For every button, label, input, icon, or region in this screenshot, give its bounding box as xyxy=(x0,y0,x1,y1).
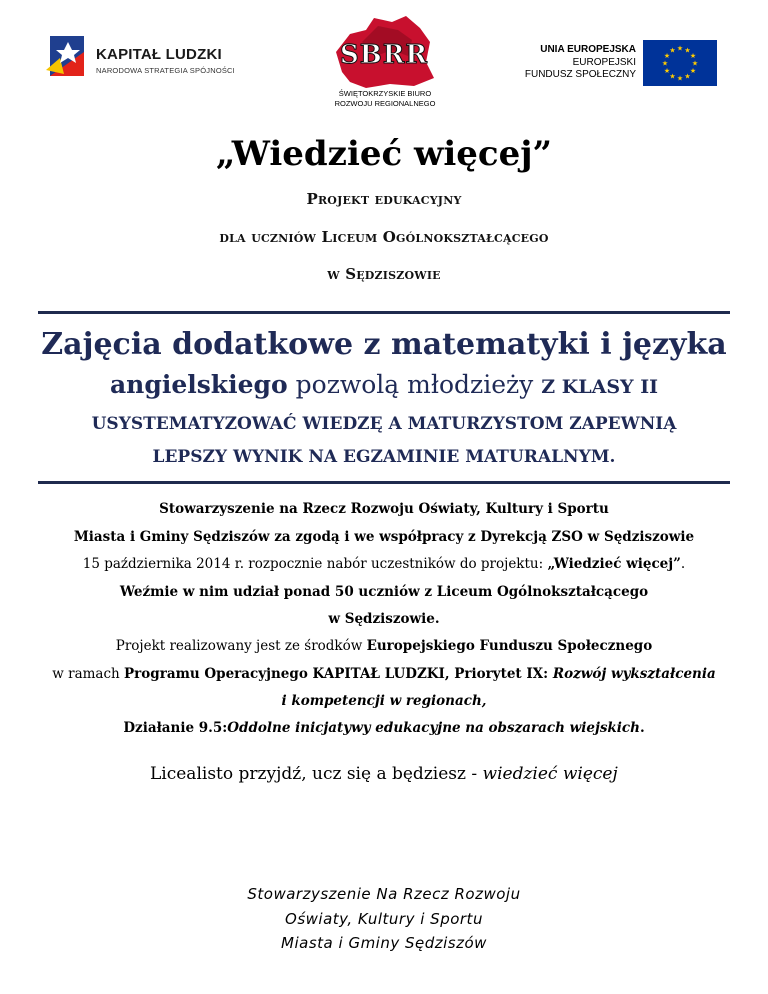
eu-star-icon: ★ xyxy=(689,52,697,60)
eu-star-icon: ★ xyxy=(663,52,671,60)
program-name: Programu Operacyjnego KAPITAŁ LUDZKI, Priorytet IX: xyxy=(124,666,553,682)
divider-bottom xyxy=(38,481,730,484)
eu-star-icon: ★ xyxy=(689,67,697,75)
body-line: Miasta i Gminy Sędziszów za zgodą i we współpracy z Dyrekcją ZSO w Sędziszowie xyxy=(73,529,695,545)
kapital-ludzki-subtitle: NARODOWA STRATEGIA SPÓJNOŚCI xyxy=(96,66,235,75)
headline-line1: Zajęcia dodatkowe z matematyki i języka xyxy=(41,327,727,362)
eu-line2: EUROPEJSKI xyxy=(572,57,636,68)
body-line xyxy=(0,556,768,572)
headline-caps: Z KLASY II xyxy=(541,376,659,398)
divider-top xyxy=(38,311,730,314)
subtitle-project: Projekt edukacyjny xyxy=(306,190,462,208)
signature-line3: Miasta i Gminy Sędziszów xyxy=(281,934,487,952)
headline-line2 xyxy=(0,370,768,399)
kapital-ludzki-title: KAPITAŁ LUDZKI xyxy=(96,46,222,63)
eu-title: UNIA EUROPEJSKA xyxy=(540,44,636,55)
sbrr-subtitle xyxy=(300,89,470,109)
body-text: . xyxy=(639,720,645,736)
body-line: w Sędziszowie. xyxy=(328,611,440,627)
sbrr-acronym: SBRR xyxy=(340,40,428,70)
headline-bold: angielskiego xyxy=(109,370,288,399)
eu-star-icon: ★ xyxy=(684,72,691,81)
subtitle-location: w Sędziszowie xyxy=(327,265,441,283)
page-title: „Wiedzieć więcej” xyxy=(215,134,553,174)
signature-line1: Stowarzyszenie Na Rzecz Rozwoju xyxy=(247,885,521,903)
project-name: „Wiedzieć więcej” xyxy=(547,556,681,572)
body-line xyxy=(0,638,768,654)
body-text: Projekt realizowany jest ze środków xyxy=(115,638,367,654)
body-line xyxy=(0,666,768,682)
action-name: Oddolne inicjatywy edukacyjne na obszarach wiejskich xyxy=(227,720,640,736)
body-text: . xyxy=(680,556,686,572)
eu-star-icon: ★ xyxy=(663,67,671,75)
body-text: 15 października 2014 r. rozpocznie nabór uczestników do projektu: xyxy=(82,556,548,572)
body-line xyxy=(0,720,768,736)
eu-star-icon: ★ xyxy=(669,72,676,81)
slogan xyxy=(150,764,650,784)
body-text: w ramach xyxy=(52,666,125,682)
eu-star-icon: ★ xyxy=(669,46,676,55)
eu-line3: FUNDUSZ SPOŁECZNY xyxy=(524,69,636,80)
eu-star-icon: ★ xyxy=(691,59,699,68)
headline-line4: LEPSZY WYNIK NA EGZAMINIE MATURALNYM. xyxy=(152,447,616,467)
fund-name: Europejskiego Funduszu Społecznego xyxy=(366,638,653,654)
eu-star-icon: ★ xyxy=(676,44,684,53)
eu-star-icon: ★ xyxy=(676,74,684,83)
headline-line3: USYSTEMATYZOWAĆ WIEDZĘ A MATURZYSTOM ZAPEWNIĄ xyxy=(91,414,677,434)
sbrr-subtitle-line2: ROZWOJU REGIONALNEGO xyxy=(334,99,436,108)
body-line: Stowarzyszenie na Rzecz Rozwoju Oświaty, Kultury i Sportu xyxy=(159,501,609,517)
subtitle-audience: dla uczniów Liceum Ogólnokształcącego xyxy=(219,228,549,246)
priority-name: Rozwój wykształcenia xyxy=(552,666,716,682)
slogan-text: Licealisto przyjdź, ucz się a będziesz - xyxy=(150,764,483,784)
headline-regular: pozwolą młodzieży xyxy=(287,370,542,399)
action-number: Działanie 9.5: xyxy=(123,720,228,736)
body-line: Weźmie w nim udział ponad 50 uczniów z Liceum Ogólnokształcącego xyxy=(119,584,649,600)
eu-star-icon: ★ xyxy=(661,59,669,68)
sbrr-subtitle-line1: ŚWIĘTOKRZYSKIE BIURO xyxy=(338,89,432,98)
signature-line2: Oświaty, Kultury i Sportu xyxy=(285,910,483,928)
slogan-italic: wiedzieć więcej xyxy=(482,764,618,784)
body-line: i kompetencji w regionach, xyxy=(281,693,487,709)
eu-star-icon: ★ xyxy=(684,46,691,55)
eu-flag-icon xyxy=(643,40,717,86)
